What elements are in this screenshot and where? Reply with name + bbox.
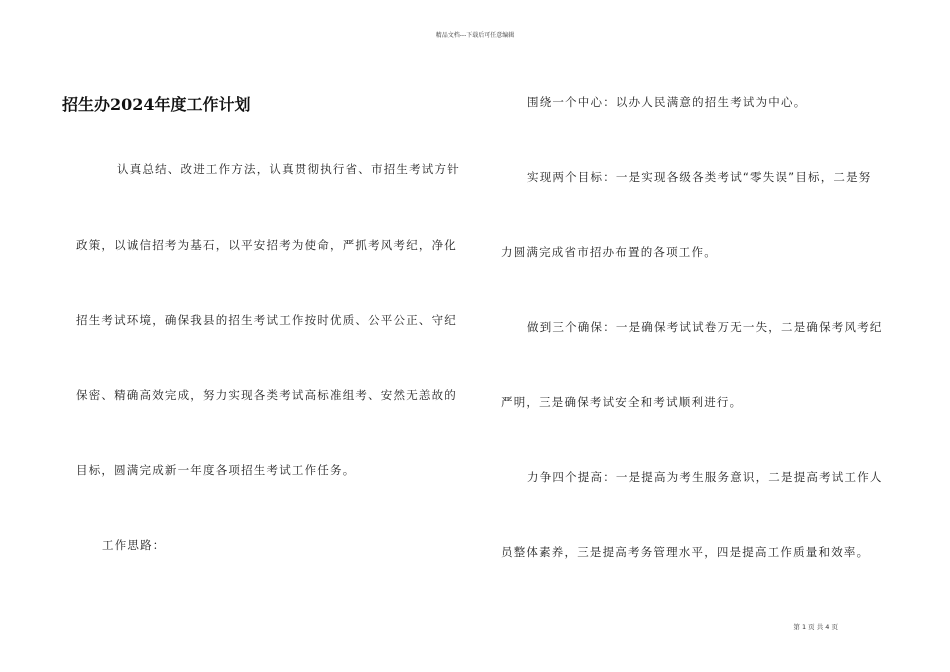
- section-heading-work-ideas: 工作思路：: [102, 538, 166, 552]
- left-paragraph-line: 保密、精确高效完成，努力实现各类考试高标准组考、安然无恙故的: [76, 388, 457, 402]
- right-paragraph-line: 做到三个确保：一是确保考试试卷万无一失，二是确保考风考纪: [527, 320, 883, 334]
- document-title: 招生办2024年度工作计划: [62, 95, 251, 114]
- right-paragraph-line: 员整体素养，三是提高考务管理水平，四是提高工作质量和效率。: [501, 545, 870, 559]
- header-note: 精品文档---下载后可任意编辑: [435, 32, 515, 39]
- right-paragraph-line: 实现两个目标：一是实现各级各类考试“零失误”目标，二是努: [527, 170, 872, 184]
- left-paragraph-line: 目标，圆满完成新一年度各项招生考试工作任务。: [76, 463, 356, 477]
- right-paragraph-line: 力圆满完成省市招办布置的各项工作。: [501, 245, 717, 259]
- left-paragraph-line: 认真总结、改进工作方法，认真贯彻执行省、市招生考试方针: [117, 162, 460, 176]
- right-paragraph-line: 围绕一个中心：以办人民满意的招生考试为中心。: [527, 95, 807, 109]
- right-paragraph-line: 力争四个提高：一是提高为考生服务意识，二是提高考试工作人: [527, 470, 883, 484]
- page-number: 第 1 页 共 4 页: [793, 623, 838, 631]
- left-paragraph-line: 招生考试环境，确保我县的招生考试工作按时优质、公平公正、守纪: [76, 313, 457, 327]
- left-paragraph-line: 政策，以诚信招考为基石，以平安招考为使命，严抓考风考纪，净化: [76, 238, 457, 252]
- right-paragraph-line: 严明，三是确保考试安全和考试顺利进行。: [501, 395, 743, 409]
